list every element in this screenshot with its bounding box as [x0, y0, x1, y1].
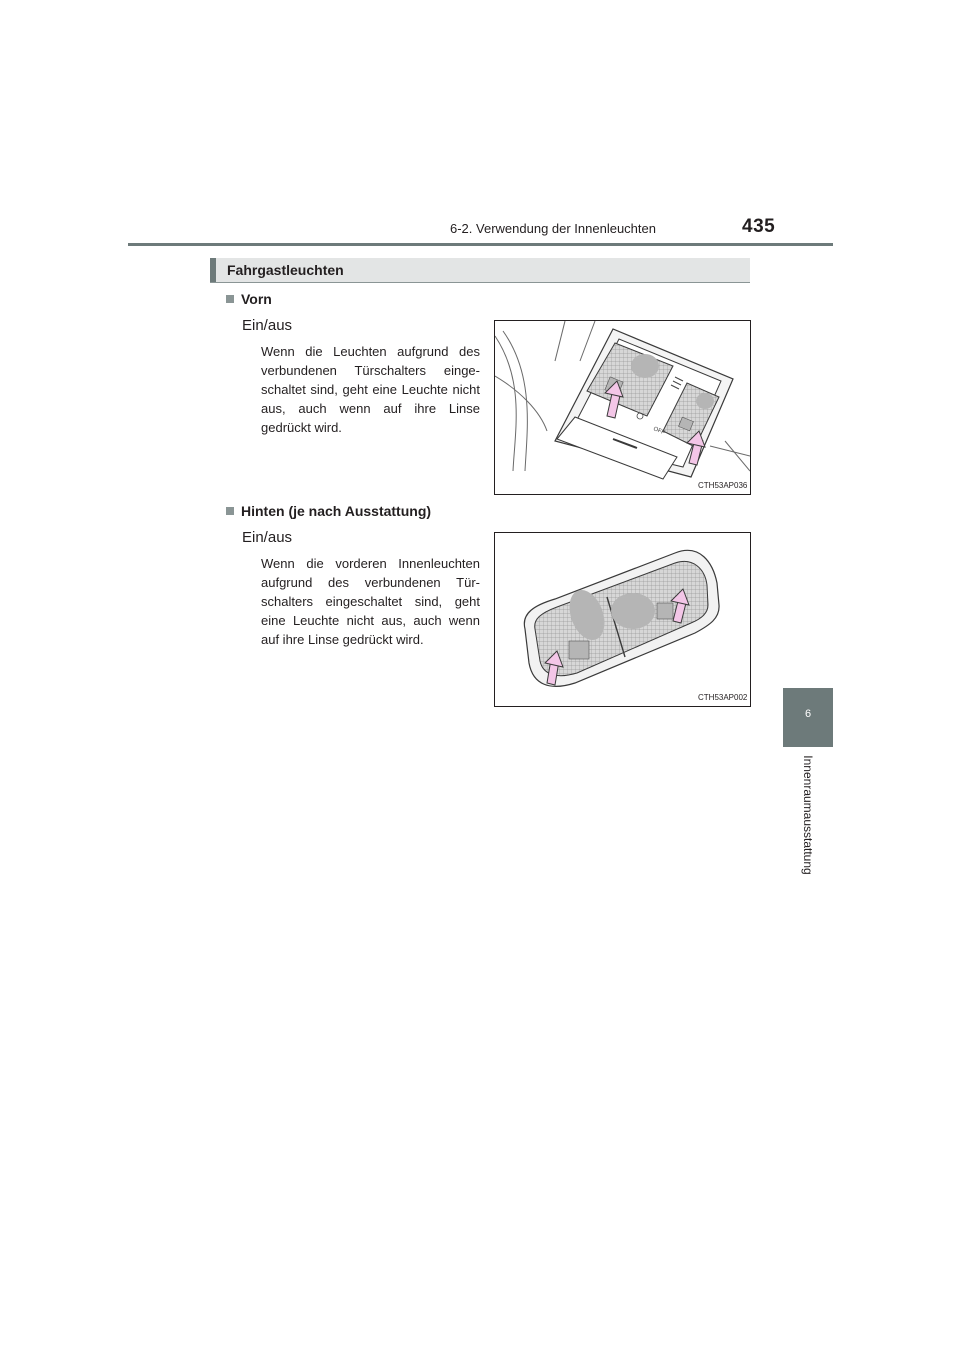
running-header-section: 6-2. Verwendung der Innenleuchten	[450, 221, 656, 236]
chapter-number: 6	[804, 708, 812, 720]
front-description-text: Wenn die Leuchten aufgrund des verbundenen Türschalters eingeschaltet sind, geht eine Leuchte nicht aus, auch wenn auf ihre Linse gedrückt wird.	[261, 344, 480, 435]
chapter-tab-label	[783, 747, 833, 883]
square-bullet-icon	[226, 507, 234, 515]
chapter-label-text: Innenraumausstattung	[801, 755, 815, 875]
subsection-heading-front	[226, 291, 272, 307]
chapter-tab-number	[783, 688, 833, 747]
figure-rear-lights	[494, 532, 751, 707]
rear-onoff-label: Ein/aus	[242, 529, 293, 546]
section-heading-marker	[210, 258, 216, 282]
off-marking-text: OFF	[652, 426, 666, 437]
rear-lights-illustration	[495, 533, 750, 706]
front-onoff-label: Ein/aus	[242, 317, 293, 334]
section-heading-bar	[210, 258, 750, 283]
header-rule	[128, 243, 833, 246]
subsection-heading-front-text: Vorn	[241, 291, 272, 307]
square-bullet-icon	[226, 295, 234, 303]
figure-front-code: CTH53AP036	[698, 481, 748, 490]
front-lights-illustration	[495, 321, 750, 494]
rear-description-text: Wenn die vorderen Innenleuchten aufgrund des verbundenen Türschalters eingeschaltet sind, geht eine Leuchte nicht aus, auch wenn auf ihre Linse gedrückt wird.	[261, 556, 480, 647]
subsection-heading-rear-text: Hinten (je nach Ausstattung)	[241, 503, 432, 519]
page-number: 435	[742, 216, 776, 237]
figure-front-lights	[494, 320, 751, 495]
figure-rear-code: CTH53AP002	[698, 693, 748, 702]
subsection-heading-rear	[226, 503, 431, 519]
section-heading-title: Fahrgastleuchten	[227, 262, 344, 278]
